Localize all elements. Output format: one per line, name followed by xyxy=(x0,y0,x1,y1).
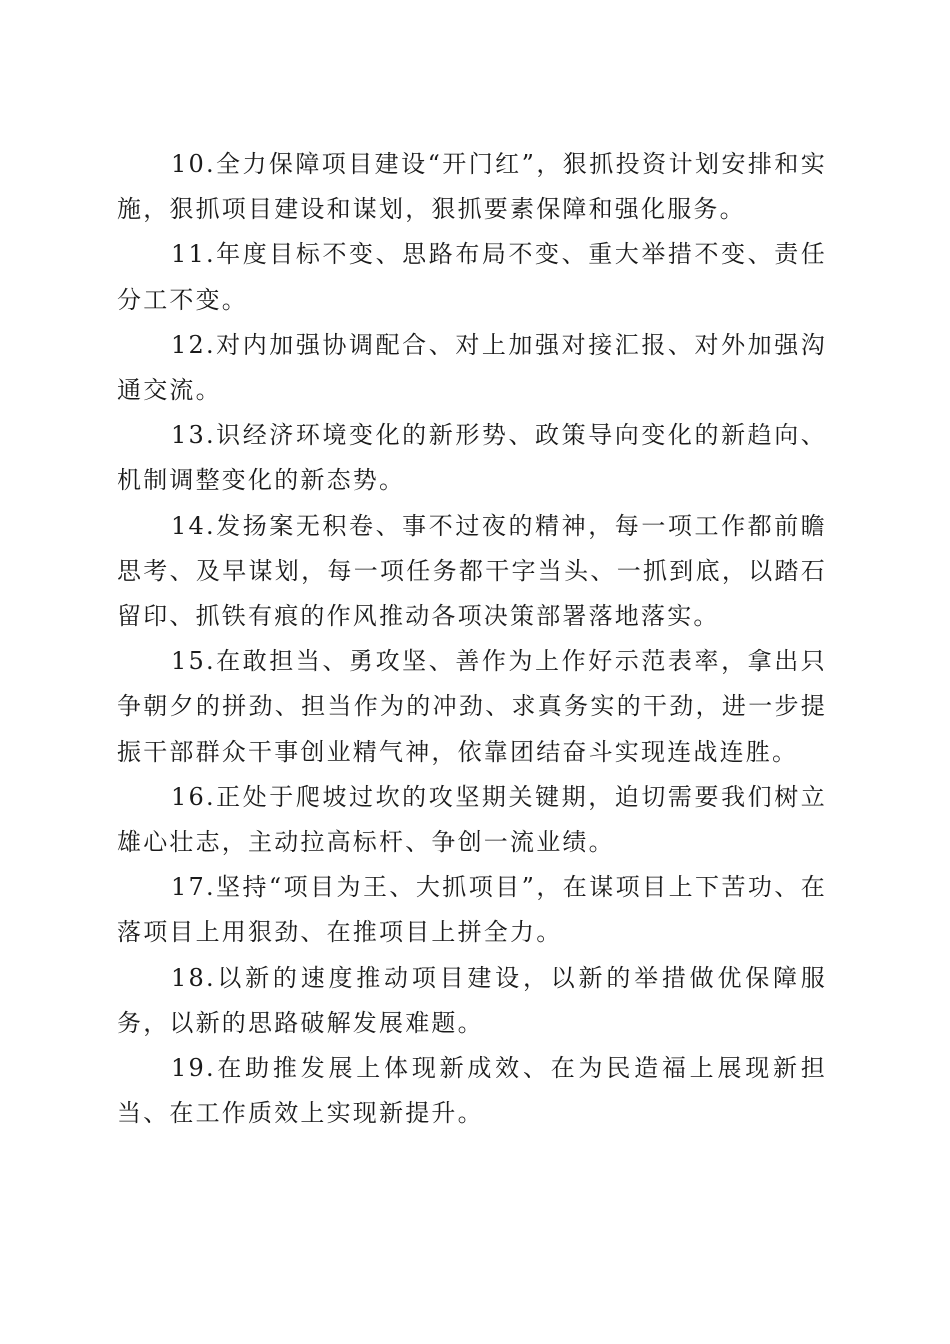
paragraph-19: 19.在助推发展上体现新成效、在为民造福上展现新担当、在工作质效上实现新提升。 xyxy=(117,1054,827,1128)
paragraph-13: 13.识经济环境变化的新形势、政策导向变化的新趋向、机制调整变化的新态势。 xyxy=(117,421,827,495)
paragraph-12: 12.对内加强协调配合、对上加强对接汇报、对外加强沟通交流。 xyxy=(117,330,827,405)
paragraph-10: 10.全力保障项目建设“开门红”，狠抓投资计划安排和实施，狠抓项目建设和谋划，狠抓要素保障和强化服务。 xyxy=(117,150,827,224)
document-body xyxy=(117,142,827,1136)
paragraph-15: 15.在敢担当、勇攻坚、善作为上作好示范表率，拿出只争朝夕的拼劲、担当作为的冲劲、求真务实的干劲，进一步提振干部群众干事创业精气神，依靠团结奋斗实现连战连胜。 xyxy=(117,647,827,766)
paragraph-17: 17.坚持“项目为王、大抓项目”，在谋项目上下苦功、在落项目上用狠劲、在推项目上拼全力。 xyxy=(117,873,827,947)
paragraph-14: 14.发扬案无积卷、事不过夜的精神，每一项工作都前瞻思考、及早谋划，每一项任务都干字当头、一抓到底，以踏石留印、抓铁有痕的作风推动各项决策部署落地落实。 xyxy=(117,511,827,631)
paragraph-16: 16.正处于爬坡过坎的攻坚期关键期，迫切需要我们树立雄心壮志，主动拉高标杆、争创一流业绩。 xyxy=(117,782,827,857)
paragraph-18: 18.以新的速度推动项目建设，以新的举措做优保障服务，以新的思路破解发展难题。 xyxy=(117,963,827,1037)
paragraph-11: 11.年度目标不变、思路布局不变、重大举措不变、责任分工不变。 xyxy=(117,240,827,314)
